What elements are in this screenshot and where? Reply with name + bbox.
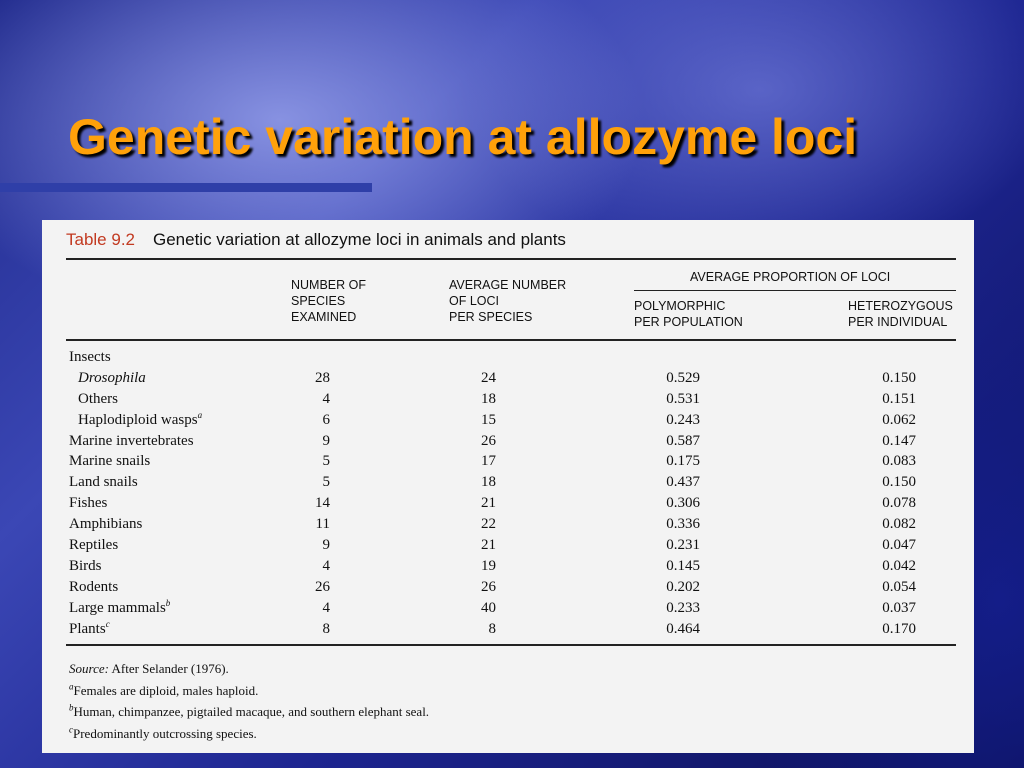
footnote-b: $^b$Human, chimpanzee, pigtailed macaque, and southern elephant seal. (69, 702, 430, 719)
cell-loci-count: 18 (481, 474, 496, 491)
table-row (42, 451, 974, 472)
cell-loci-count: 17 (481, 453, 496, 470)
table-row (42, 598, 974, 619)
cell-species-count: 11 (315, 516, 330, 533)
cell-heterozygous: 0.037 (882, 599, 916, 616)
cell-heterozygous: 0.147 (882, 432, 916, 449)
table-row (42, 431, 974, 452)
table-row (42, 410, 974, 431)
row-name: Insects (69, 349, 111, 365)
cell-polymorphic: 0.233 (666, 599, 700, 616)
col-header-loci: AVERAGE NUMBER OF LOCI PER SPECIES (449, 278, 567, 324)
footnote-mark: b (165, 597, 171, 608)
footnote-a: $^a$Females are diploid, males haploid. (69, 681, 259, 698)
cell-heterozygous: 0.042 (882, 557, 916, 574)
cell-polymorphic: 0.306 (666, 495, 700, 512)
col-header-group: AVERAGE PROPORTION OF LOCI (690, 270, 891, 284)
cell-species-count: 5 (322, 453, 330, 470)
row-name: Plants$^c$ (69, 618, 110, 637)
cell-heterozygous: 0.062 (882, 411, 916, 428)
cell-polymorphic: 0.587 (666, 432, 700, 449)
table-caption: Genetic variation at allozyme loci in animals and plants (153, 230, 566, 249)
cell-polymorphic: 0.231 (666, 537, 700, 554)
table-header (66, 230, 566, 250)
cell-loci-count: 21 (481, 537, 496, 554)
table-row (42, 389, 974, 410)
cell-species-count: 8 (322, 620, 330, 637)
cell-species-count: 4 (322, 390, 330, 407)
footnote-c: $^c$Predominantly outcrossing species. (69, 724, 257, 741)
table-row (42, 535, 974, 556)
table-row (42, 577, 974, 598)
group-rule (634, 290, 956, 291)
col-header-species: NUMBER OF SPECIES EXAMINED (291, 278, 366, 324)
col-header-polymorphic: POLYMORPHIC PER POPULATION (634, 299, 743, 329)
row-name: Large mammals$^b$ (69, 597, 171, 616)
table-row (42, 556, 974, 577)
table-body (42, 347, 974, 639)
row-name: Drosophila (78, 369, 146, 386)
row-name: Marine snails (69, 453, 151, 470)
table-number: Table 9.2 (66, 230, 135, 249)
table-panel (42, 220, 974, 753)
header-rule (66, 339, 956, 341)
title-underline (0, 183, 372, 192)
cell-loci-count: 18 (481, 390, 496, 407)
cell-polymorphic: 0.202 (666, 578, 700, 595)
cell-loci-count: 40 (481, 599, 496, 616)
cell-heterozygous: 0.082 (882, 516, 916, 533)
cell-loci-count: 15 (481, 411, 496, 428)
cell-heterozygous: 0.078 (882, 495, 916, 512)
top-rule (66, 258, 956, 260)
bottom-rule (66, 644, 956, 646)
cell-polymorphic: 0.529 (666, 369, 700, 386)
table-row (42, 472, 974, 493)
cell-polymorphic: 0.175 (666, 453, 700, 470)
cell-polymorphic: 0.145 (666, 557, 700, 574)
cell-species-count: 4 (322, 599, 330, 616)
cell-species-count: 26 (315, 578, 330, 595)
row-name: Marine invertebrates (69, 432, 194, 449)
row-name: Fishes (69, 495, 108, 512)
cell-heterozygous: 0.083 (882, 453, 916, 470)
cell-loci-count: 21 (481, 495, 496, 512)
footnote-mark: a (197, 409, 203, 420)
row-name: Amphibians (69, 516, 143, 533)
col-header-heterozygous: HETEROZYGOUS PER INDIVIDUAL (848, 299, 953, 329)
table-row (42, 347, 974, 368)
cell-species-count: 5 (322, 474, 330, 491)
cell-heterozygous: 0.150 (882, 474, 916, 491)
cell-polymorphic: 0.531 (666, 390, 700, 407)
table-row (42, 368, 974, 389)
cell-loci-count: 8 (488, 620, 496, 637)
table-row (42, 514, 974, 535)
row-name: Birds (69, 557, 102, 574)
cell-heterozygous: 0.047 (882, 537, 916, 554)
cell-polymorphic: 0.243 (666, 411, 700, 428)
cell-species-count: 14 (315, 495, 330, 512)
cell-species-count: 6 (322, 411, 330, 428)
row-name: Others (78, 390, 118, 407)
cell-polymorphic: 0.336 (666, 516, 700, 533)
cell-polymorphic: 0.437 (666, 474, 700, 491)
cell-heterozygous: 0.151 (882, 390, 916, 407)
cell-species-count: 9 (322, 537, 330, 554)
cell-loci-count: 22 (481, 516, 496, 533)
cell-heterozygous: 0.150 (882, 369, 916, 386)
row-name: Rodents (69, 578, 119, 595)
cell-heterozygous: 0.170 (882, 620, 916, 637)
cell-species-count: 4 (322, 557, 330, 574)
table-row (42, 493, 974, 514)
cell-species-count: 28 (315, 369, 330, 386)
table-notes (69, 658, 429, 744)
slide-title: Genetic variation at allozyme loci (68, 109, 858, 165)
cell-loci-count: 26 (481, 578, 496, 595)
cell-loci-count: 19 (481, 557, 496, 574)
cell-heterozygous: 0.054 (882, 578, 916, 595)
footnote-mark: c (105, 618, 110, 629)
source-note: Source: After Selander (1976). (69, 661, 229, 676)
cell-polymorphic: 0.464 (666, 620, 700, 637)
row-name: Reptiles (69, 537, 119, 554)
cell-loci-count: 26 (481, 432, 496, 449)
table-row (42, 619, 974, 640)
row-name: Land snails (69, 474, 138, 491)
cell-loci-count: 24 (481, 369, 496, 386)
row-name: Haplodiploid wasps$^a$ (78, 409, 203, 428)
cell-species-count: 9 (322, 432, 330, 449)
